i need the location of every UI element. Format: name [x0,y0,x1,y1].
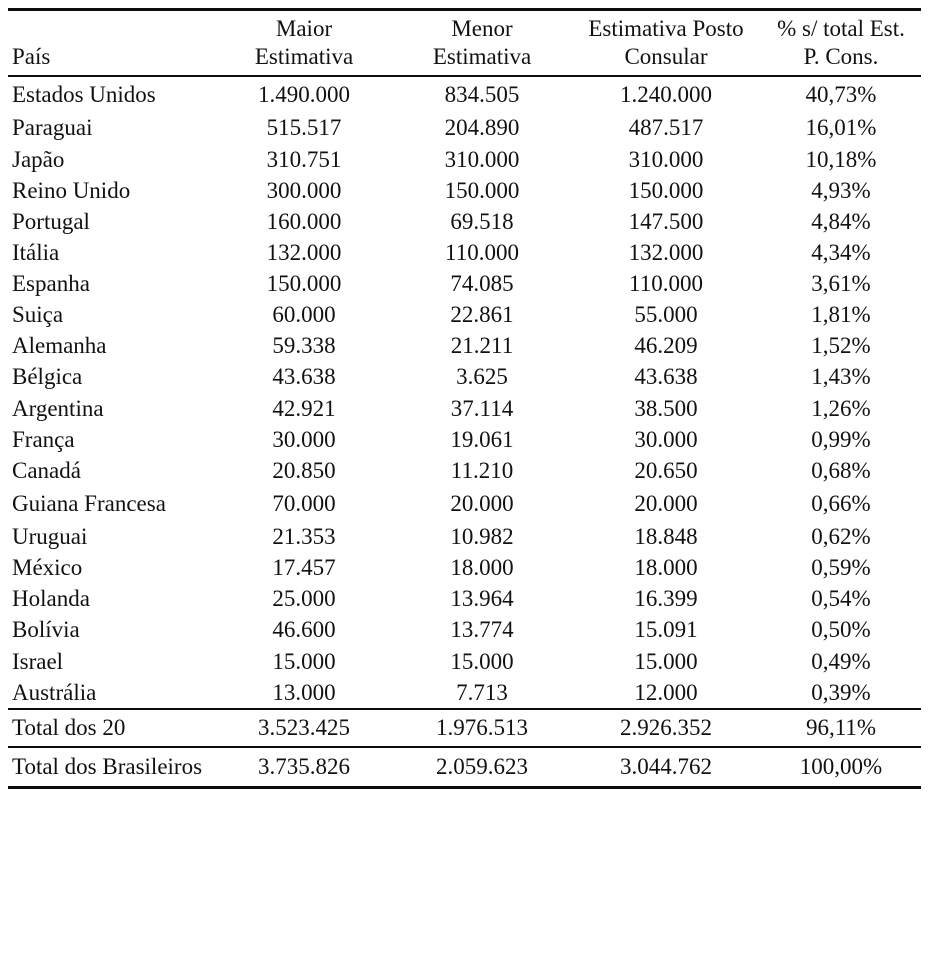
cell-pais: Bélgica [12,364,83,390]
cell-percentual: 96,11% [761,709,921,747]
table-row [8,76,921,112]
cell-estimativa-posto-consular: 12.000 [634,679,698,705]
table-row [8,614,921,645]
cell-estimativa-posto-consular: 30.000 [634,426,698,452]
cell-estimativa-posto-consular: 18.848 [634,524,698,549]
cell-maior-estimativa: 300.000 [266,177,342,203]
cell-percentual: 0,39% [811,679,871,705]
cell-maior-estimativa: 60.000 [272,302,336,328]
cell-maior-estimativa: 13.000 [272,679,336,705]
estimativas-brasileiros-table [8,8,921,789]
cell-estimativa-posto-consular: 147.500 [628,208,704,234]
table-row [8,521,921,552]
column-header-maior-line1: Maior [275,16,333,41]
table-row [8,299,921,330]
column-header-maior-line2: Estimativa [254,44,354,70]
cell-percentual: 4,84% [811,208,871,234]
table-header [8,10,921,77]
cell-menor-estimativa: 69.518 [450,208,514,234]
cell-maior-estimativa: 70.000 [272,490,336,516]
cell-percentual: 1,52% [811,333,871,359]
cell-pais: Total dos Brasileiros [8,747,215,788]
cell-percentual: 0,59% [811,555,871,581]
cell-estimativa-posto-consular: 46.209 [634,333,698,359]
cell-estimativa-posto-consular: 15.091 [634,617,698,643]
cell-maior-estimativa: 3.735.826 [215,747,393,788]
cell-percentual: 40,73% [805,82,877,108]
cell-estimativa-posto-consular: 110.000 [629,271,703,296]
cell-percentual: 1,81% [811,302,871,328]
cell-estimativa-posto-consular: 487.517 [628,115,704,141]
table-container [0,8,931,980]
table-row [8,206,921,237]
column-header-estimativa-posto-consular [571,10,761,77]
table-row [8,112,921,143]
cell-maior-estimativa: 160.000 [266,208,342,234]
table-row [8,646,921,677]
cell-estimativa-posto-consular: 2.926.352 [571,709,761,747]
cell-maior-estimativa: 20.850 [272,457,336,483]
cell-menor-estimativa: 13.964 [450,586,514,612]
column-header-maior-estimativa [215,10,393,77]
cell-menor-estimativa: 13.774 [450,617,514,643]
column-header-menor-line1: Menor [451,16,513,41]
table-row [8,361,921,392]
cell-estimativa-posto-consular: 18.000 [634,555,698,581]
table-body [8,76,921,787]
cell-pais: Argentina [12,395,104,421]
table-row [8,144,921,175]
cell-estimativa-posto-consular: 20.650 [634,457,698,483]
cell-estimativa-posto-consular: 1.240.000 [620,82,712,108]
table-row [8,552,921,583]
cell-menor-estimativa: 204.890 [444,115,520,141]
cell-percentual: 0,49% [811,648,871,674]
column-header-percentual-total [761,10,921,77]
cell-menor-estimativa: 15.000 [450,648,514,674]
header-row [8,10,921,77]
cell-maior-estimativa: 3.523.425 [215,709,393,747]
cell-estimativa-posto-consular: 310.000 [628,146,704,172]
cell-maior-estimativa: 30.000 [272,426,336,452]
cell-pais: Paraguai [12,115,93,141]
cell-percentual: 0,68% [811,457,871,483]
table-row [8,268,921,299]
cell-percentual: 0,50% [811,617,871,643]
cell-menor-estimativa: 2.059.623 [393,747,571,788]
table-row [8,455,921,486]
cell-percentual: 0,99% [811,426,871,452]
cell-maior-estimativa: 59.338 [272,333,336,359]
table-row [8,424,921,455]
cell-pais: Suiça [12,302,64,328]
cell-estimativa-posto-consular: 16.399 [634,586,698,612]
column-header-menor-estimativa [393,10,571,77]
cell-estimativa-posto-consular: 43.638 [634,364,698,390]
cell-pais: Total dos 20 [8,709,215,747]
cell-pais: França [12,426,75,452]
table-row [8,677,921,709]
cell-percentual: 0,66% [811,490,871,516]
cell-estimativa-posto-consular: 38.500 [634,395,698,421]
cell-maior-estimativa: 132.000 [266,239,342,265]
column-header-menor-line2: Estimativa [432,44,532,70]
cell-estimativa-posto-consular: 15.000 [634,648,698,674]
column-header-pais-label: País [12,44,51,70]
cell-maior-estimativa: 15.000 [272,648,336,674]
cell-pais: Holanda [12,586,90,612]
cell-menor-estimativa: 20.000 [450,490,514,516]
table-row [8,237,921,268]
cell-pais: Bolívia [12,617,80,643]
cell-menor-estimativa: 310.000 [444,146,520,172]
cell-estimativa-posto-consular: 150.000 [628,177,704,203]
cell-pais: Portugal [12,208,90,234]
table-row-total-brasileiros [8,747,921,788]
cell-maior-estimativa: 515.517 [266,115,342,141]
cell-maior-estimativa: 1.490.000 [258,82,350,108]
cell-maior-estimativa: 43.638 [272,364,336,390]
cell-menor-estimativa: 19.061 [450,426,514,452]
cell-menor-estimativa: 37.114 [450,395,514,421]
cell-percentual: 10,18% [805,146,877,172]
cell-percentual: 100,00% [761,747,921,788]
cell-menor-estimativa: 21.211 [450,333,514,359]
column-header-posto-line2: Consular [624,44,708,70]
cell-percentual: 1,26% [811,395,871,421]
cell-maior-estimativa: 46.600 [272,617,336,643]
table-row [8,393,921,424]
cell-menor-estimativa: 18.000 [450,555,514,581]
cell-menor-estimativa: 74.085 [450,271,514,296]
cell-pais: Austrália [12,679,97,705]
cell-estimativa-posto-consular: 55.000 [634,302,698,328]
table-row-total-20 [8,709,921,747]
cell-percentual: 3,61% [811,271,871,296]
column-header-posto-line1: Estimativa Posto [588,16,744,41]
table-row [8,175,921,206]
cell-menor-estimativa: 150.000 [444,177,520,203]
cell-percentual: 16,01% [805,115,877,141]
cell-pais: Itália [12,239,60,265]
cell-maior-estimativa: 42.921 [272,395,336,421]
cell-menor-estimativa: 3.625 [456,364,508,390]
cell-menor-estimativa: 22.861 [450,302,514,328]
cell-pais: Estados Unidos [12,82,156,108]
bottom-rule-tick-marks [8,966,921,969]
column-header-perc-line1: % s/ total Est. [777,16,905,41]
cell-percentual: 1,43% [811,364,871,390]
cell-pais: Reino Unido [12,177,131,203]
cell-pais: México [12,555,83,581]
cell-pais: Espanha [12,271,90,296]
cell-menor-estimativa: 1.976.513 [393,709,571,747]
table-row [8,330,921,361]
cell-pais: Israel [12,648,64,674]
cell-pais: Alemanha [12,333,107,359]
cell-menor-estimativa: 10.982 [450,524,514,549]
cell-estimativa-posto-consular: 132.000 [628,239,704,265]
cell-percentual: 0,62% [811,524,871,549]
cell-pais: Japão [12,146,65,172]
cell-maior-estimativa: 25.000 [272,586,336,612]
cell-percentual: 0,54% [811,586,871,612]
cell-menor-estimativa: 110.000 [445,239,519,265]
cell-menor-estimativa: 11.210 [450,457,514,483]
cell-menor-estimativa: 7.713 [456,679,508,705]
cell-maior-estimativa: 310.751 [266,146,342,172]
cell-percentual: 4,93% [811,177,871,203]
cell-maior-estimativa: 21.353 [272,524,336,549]
column-header-perc-line2: P. Cons. [803,44,879,70]
cell-estimativa-posto-consular: 20.000 [634,490,698,516]
cell-maior-estimativa: 150.000 [266,271,342,296]
cell-percentual: 4,34% [811,239,871,265]
table-row [8,583,921,614]
cell-estimativa-posto-consular: 3.044.762 [571,747,761,788]
cell-maior-estimativa: 17.457 [272,555,336,581]
table-row [8,486,921,521]
cell-menor-estimativa: 834.505 [444,82,520,108]
column-header-pais [8,10,215,77]
cell-pais: Canadá [12,457,81,483]
cell-pais: Uruguai [12,524,88,549]
cell-pais: Guiana Francesa [12,490,166,516]
